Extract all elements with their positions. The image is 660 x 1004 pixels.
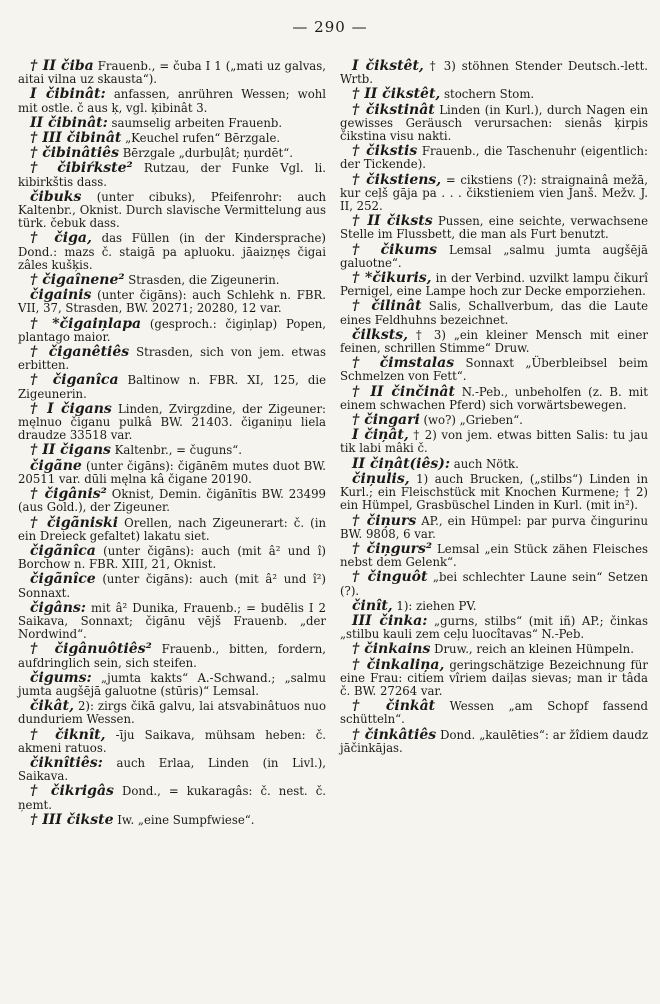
dictionary-entry (18, 700, 326, 726)
entry-text: geringschätzige Bezeichnung für eine Frau: citiem vîriem daiļas sievas; man ir tâda č. BW. 27264 var. (340, 657, 648, 698)
headword: † II čiba (30, 58, 94, 74)
headword: † čilinât (352, 298, 422, 315)
entry-text: Kaltenbr., = čuguns“. (110, 443, 242, 458)
dictionary-entry (340, 414, 648, 427)
entry-text: „jumta kakts“ A.-Schwand.; „salmu jumta augšējā galuotne (stūris)“ Lemsal. (18, 670, 326, 698)
entry-text: (unter čigāns): auch (mit â² und î) Borchow n. FBR. XIII, 21, Oknist. (18, 543, 326, 572)
headword: I čibinât: (30, 86, 106, 103)
headword: † II čiksts (352, 213, 433, 230)
headword: † činkaliņa, (352, 656, 445, 673)
entry-text: Pussen, eine seichte, verwachsene Stelle im Flussbett, die man als Furt benutzt. (340, 214, 648, 242)
entry-text: „bei schlechter Laune sein“ Setzen (?). (340, 570, 648, 598)
entry-text: Salis, Schallverbum, das die Laute eines Feldhuhns bezeichnet. (340, 299, 648, 327)
dictionary-entry (18, 88, 326, 114)
dictionary-entry (18, 114, 326, 131)
entry-text: Wessen „am Schopf fassend schütteln“. (340, 699, 648, 727)
headword: čikât, (30, 698, 74, 715)
headword: čigãnîce (30, 571, 96, 588)
entry-text: † 3) stöhnen Stender Deutsch.-lett. Wrtb. (340, 59, 648, 87)
headword: † čiganêtiês (30, 344, 130, 361)
headword: čigums: (30, 669, 92, 686)
dictionary-entry (340, 656, 648, 699)
headword: † čigãniski (30, 514, 119, 531)
dictionary-entry (340, 512, 648, 541)
dictionary-entry (18, 274, 326, 287)
dictionary-entry (340, 88, 648, 101)
headword: † čikstis (352, 143, 418, 160)
dictionary-entry (18, 669, 326, 698)
headword: † čikums (352, 241, 438, 258)
headword: † čikstinât (352, 101, 435, 118)
entry-text: † 3) „ein kleiner Mensch mit einer feinen, schrillen Stimme“ Druw. (340, 327, 648, 356)
dictionary-entry (18, 542, 326, 572)
entry-text: auch Nötk. (450, 456, 519, 471)
headword: † činkât (352, 698, 436, 715)
dictionary-entry (340, 383, 648, 412)
entry-text: 1): ziehen PV. (392, 598, 477, 613)
dictionary-entry (18, 643, 326, 669)
headword: činît, (352, 597, 393, 614)
entry-text: -īju Saikava, mühsam heben: č. akmeni ratuos. (18, 727, 327, 755)
headword: † čigânuôtiês² (30, 641, 152, 658)
headword: † činkains (352, 641, 431, 658)
dictionary-entry (18, 488, 326, 514)
entry-text: anfassen, anrühren Wessen; wohl mit ostle. č aus ķ, vgl. ķibinât 3. (18, 87, 326, 115)
entry-text: Linden (in Kurl.), durch Nagen ein gewisses Geräusch verursachen: sienâs ķirpis čikstina visu nakti. (340, 102, 649, 144)
dictionary-entry (18, 444, 326, 457)
entry-text: AP., ein Hümpel: par purva čingurinu BW. 9808, 6 var. (340, 513, 648, 541)
headword: † činguôt (352, 569, 428, 586)
entry-text: Iw. „eine Sumpfwiese“. (113, 812, 255, 827)
dictionary-entry (18, 374, 326, 400)
entry-text: Dond., = kukaragâs: č. nest. č. ņemt. (18, 784, 326, 812)
entry-text: Bērzgale „durbuļât; ņurdēt“. (118, 146, 293, 161)
headword: II čibinât: (30, 114, 108, 131)
dictionary-entry (340, 326, 648, 356)
entry-text: (unter cibuks), Pfeifenrohr: auch Kaltenbr., Oknist. Durch slavische Vermittelung aus türk. čebuk dass. (18, 189, 326, 231)
page-number: — 290 — (292, 18, 368, 36)
headword: † II činčinât (352, 383, 455, 400)
entry-text: (unter čigāns): auch Schlehk n. FBR. VII, 37, Strasden, BW. 20271; 20280, 12 var. (18, 288, 326, 316)
entry-text: Strasden, sich von jem. etwas erbitten. (18, 345, 326, 373)
headword: † II čigans (30, 442, 111, 459)
dictionary-entry (340, 540, 648, 570)
entry-text: in der Verbind. uzvilkt lampu čikurî Pernigel, eine Lampe hoch zur Decke emporziehen. (340, 271, 648, 299)
dictionary-entry (18, 514, 326, 543)
headword: † I čigans (30, 400, 112, 417)
headword: † II čikstêt, (352, 86, 441, 103)
dictionary-entry (340, 215, 648, 241)
dictionary-entry (18, 60, 326, 86)
dictionary-entry (18, 188, 326, 231)
dictionary-entry (18, 315, 327, 344)
headword: I čikstêt, (352, 58, 424, 74)
headword: † čiņgurs² (352, 540, 433, 557)
headword: † čibiŕkste² (30, 160, 133, 177)
entry-text: 1) auch Brucken, („stilbs“) Linden in Kurl.; ein Fleischstück mit Knochen Kurmene; † 2) ein Hümpel, Grasbüschel Linden in Kurl. (mit in²). (340, 471, 648, 513)
headword: † čibinâtiês (30, 145, 119, 162)
dictionary-entry (340, 60, 648, 86)
entry-text: Strasden, die Zigeunerin. (124, 273, 280, 288)
dictionary-entry (340, 145, 648, 171)
entry-text: auch Erlaa, Linden (in Livl.), Saikava. (18, 755, 326, 784)
headword: čigâns: (30, 599, 86, 616)
entry-text: (unter čigāns): čigānēm mutes duot BW. 20511 var. dūli męlna kâ čigane 20190. (18, 458, 326, 486)
dictionary-entry (340, 726, 649, 755)
dictionary-entry (340, 612, 648, 642)
dictionary-entry (340, 470, 648, 513)
dictionary-entry (18, 726, 327, 755)
left-column (18, 60, 326, 829)
entry-text: N.-Peb., unbeholfen (z. B. mit einem schwachen Pferd) sich vorwärtsbewegen. (340, 384, 648, 412)
headword: † čigânis² (30, 486, 107, 503)
entry-text: (unter čigāns): auch (mit â² und î²) Sonnaxt. (18, 572, 326, 600)
dictionary-entry (18, 811, 326, 828)
dictionary-entry (18, 232, 326, 272)
dictionary-entry (18, 346, 326, 372)
dictionary-entry (18, 785, 326, 811)
headword: † čiga, (30, 230, 92, 247)
right-column (340, 60, 648, 757)
entry-text: stochern Stom. (440, 87, 535, 102)
entry-text: das Füllen (in der Kindersprache) Dond.: mazs č. staigā pa apluoku. jāaizņęs čigai zâles kušķis. (18, 231, 326, 272)
headword: II čiņât(iês): (352, 455, 451, 472)
entry-text: Lemsal „ein Stück zähen Fleisches nebst dem Gelenk“. (340, 541, 648, 570)
headword: čigainis (30, 287, 92, 304)
headword: čiknîtiês: (30, 754, 103, 771)
headword: † čingari (352, 412, 420, 429)
headword: čiņulis, (352, 470, 410, 487)
entry-text: Dond. „kaulēties“: ar žîdiem daudz jāčinkājas. (340, 727, 649, 755)
dictionary-entry (340, 357, 648, 383)
entry-text: = cikstiens (?): straignainâ mežā, kur ceļš gāja pa . . . čikstieniem vien Janš. Mežv. J. II, 252. (340, 172, 648, 214)
entry-text: Druw., reich an kleinen Hümpeln. (430, 642, 634, 657)
headword: čigãne (30, 457, 82, 474)
dictionary-entry (340, 171, 648, 214)
dictionary-entry (18, 754, 326, 784)
dictionary-entry (18, 147, 326, 160)
headword: † III čibinât (30, 130, 122, 147)
entry-text: Rutzau, der Funke Vgl. li. kibirkštis dass. (18, 161, 326, 189)
entry-text: Sonnaxt „Überbleibsel beim Schmelzen von Fett“. (340, 356, 648, 384)
entry-text: † 2) von jem. etwas bitten Salis: tu jau tik labi mâki č. (340, 428, 648, 456)
headword: † *čigaiņlapa (30, 315, 142, 332)
headword: čilksts, (352, 326, 408, 343)
dictionary-entry (18, 457, 326, 486)
entry-text: (wo?) „Grieben“. (419, 413, 523, 428)
dictionary-entry (340, 597, 648, 614)
entry-text: Frauenb., = čuba I 1 („mati uz galvas, aitai vilna uz skausta“). (18, 59, 326, 87)
dictionary-entry (340, 429, 648, 455)
headword: † III čikste (30, 811, 114, 828)
entry-text: Frauenb., bitten, fordern, aufdringlich sein, sich steifen. (18, 642, 326, 670)
dictionary-entry (340, 643, 648, 656)
entry-text: saumselig arbeiten Frauenb. (107, 115, 283, 130)
dictionary-entry (18, 162, 326, 188)
dictionary-entry (18, 599, 326, 642)
dictionary-entry (340, 571, 648, 597)
headword: † *čikuris, (352, 270, 432, 287)
entry-text: „gurns, stilbs“ (mit iñ) AP.; činkas „stilbu kauli zem ceļu luocîtavas“ N.-Peb. (340, 613, 648, 642)
dictionary-entry (18, 400, 326, 443)
headword: † čikstiens, (352, 171, 442, 188)
headword: I čiņât, (352, 427, 409, 444)
entry-text: Lemsal „salmu jumta augšējā galuotne“. (340, 242, 648, 270)
headword: čibuks (30, 188, 82, 205)
headword: † čiknît, (30, 726, 106, 743)
headword: † čiganîca (30, 372, 119, 389)
headword: † čiņurs (352, 512, 417, 529)
entry-text: (gesproch.: čigiņlap) Popen, plantago maior. (18, 316, 327, 344)
entry-text: 2): zirgs čikā galvu, lai atsvabinâtuos nuo dunduriem Wessen. (18, 699, 326, 727)
dictionary-entry (340, 300, 648, 326)
dictionary-entry (340, 101, 649, 144)
entry-text: Oknist, Demin. čigānītis BW. 23499 (aus Gold.), der Zigeuner. (18, 487, 326, 515)
dictionary-entry (340, 700, 648, 726)
headword: † čigaînene² (30, 272, 125, 289)
entry-text: Baltinow n. FBR. XI, 125, die Zigeunerin. (18, 373, 326, 401)
entry-text: mit â² Dunika, Frauenb.; = budēlis I 2 Saikava, Sonnaxt; čigānu vējš Frauenb. „der Nordwind“. (18, 600, 326, 642)
dictionary-entry (18, 289, 326, 315)
entry-text: Linden, Zvirgzdine, der Zigeuner: męlnuo čiganu pulkâ BW. 21403. čiganiņu liela draudze 33518 var. (18, 401, 326, 443)
dictionary-entry (340, 272, 648, 298)
headword: III činka: (352, 612, 428, 629)
dictionary-entry (340, 241, 648, 270)
entry-text: Frauenb., die Taschenuhr (eigentlich: der Tickende). (340, 144, 648, 172)
headword: čigãnîca (30, 542, 96, 559)
entry-text: Orellen, nach Zigeunerart: č. (in ein Dreieck gefaltet) lakatu siet. (18, 515, 326, 543)
dictionary-entry (340, 455, 648, 472)
headword: † čimstalas (352, 355, 455, 372)
dictionary-entry (18, 132, 326, 145)
headword: † činkâtiês (352, 726, 437, 743)
dictionary-entry (18, 573, 326, 599)
entry-text: „Keuchel rufen“ Bērzgale. (121, 131, 281, 146)
headword: † čikrigâs (30, 783, 114, 800)
